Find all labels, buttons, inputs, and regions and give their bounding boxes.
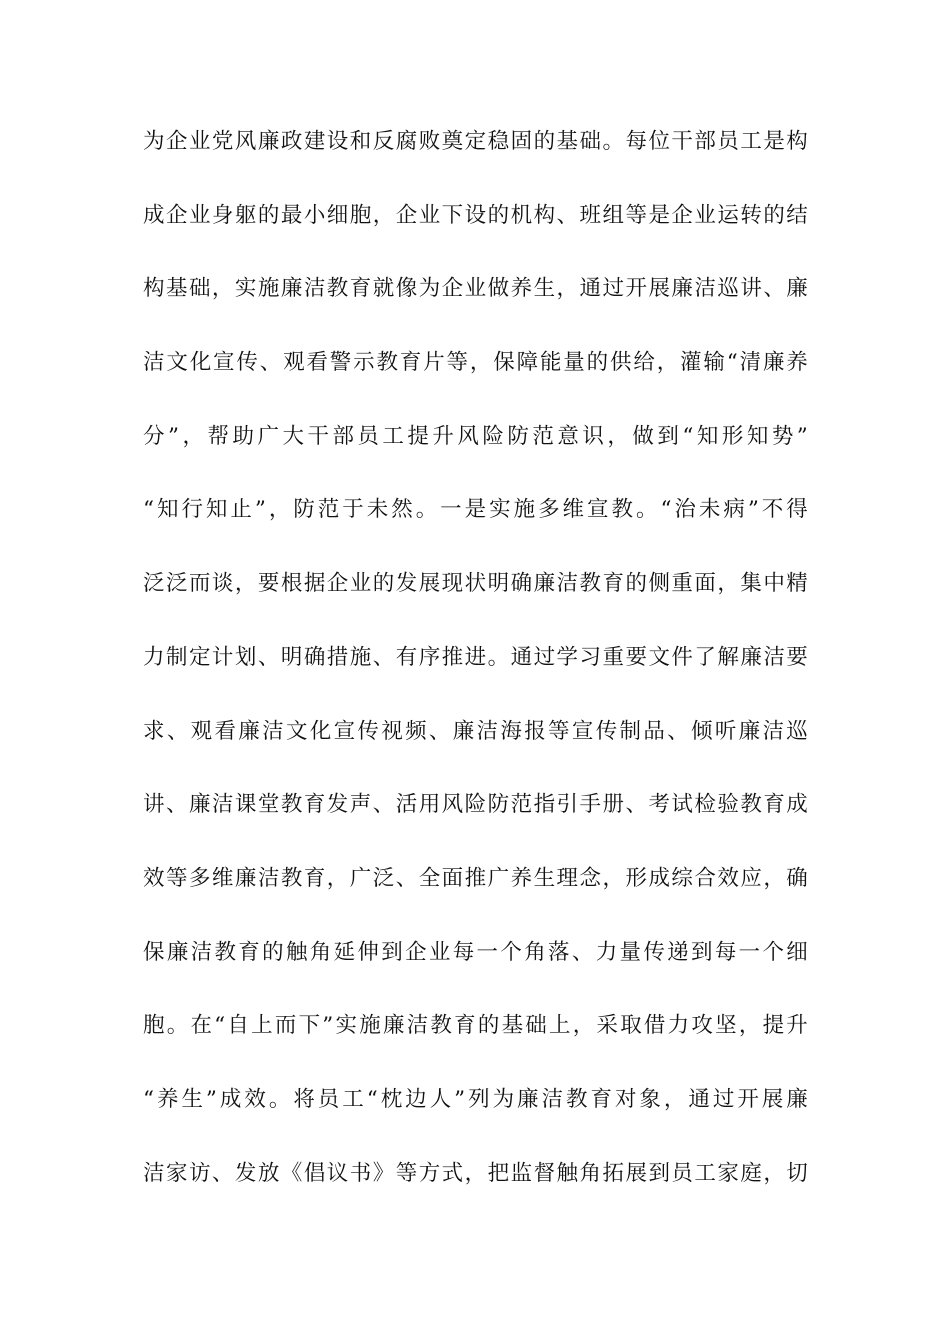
text-line: 洁文化宣传、观看警示教育片等，保障能量的供给，灌输“清廉养 xyxy=(143,350,808,376)
text-line: 为企业党风廉政建设和反腐败奠定稳固的基础。每位干部员工是构 xyxy=(143,129,808,154)
text-line: 讲、廉洁课堂教育发声、活用风险防范指引手册、考试检验教育成 xyxy=(143,792,808,818)
text-line: 分”，帮助广大干部员工提升风险防范意识，做到“知形知势” xyxy=(143,423,808,449)
text-line: 效等多维廉洁教育，广泛、全面推广养生理念，形成综合效应，确 xyxy=(143,865,808,891)
text-line: 泛泛而谈，要根据企业的发展现状明确廉洁教育的侧重面，集中精 xyxy=(143,571,808,597)
text-line: “知行知止”，防范于未然。一是实施多维宣教。“治未病”不得 xyxy=(143,497,808,523)
text-line: 成企业身躯的最小细胞，企业下设的机构、班组等是企业运转的结 xyxy=(143,202,808,228)
text-line: “养生”成效。将员工“枕边人”列为廉洁教育对象，通过开展廉 xyxy=(143,1086,808,1112)
text-line: 构基础，实施廉洁教育就像为企业做养生，通过开展廉洁巡讲、廉 xyxy=(143,276,808,302)
text-line: 求、观看廉洁文化宣传视频、廉洁海报等宣传制品、倾听廉洁巡 xyxy=(143,718,808,744)
text-line: 洁家访、发放《倡议书》等方式，把监督触角拓展到员工家庭，切 xyxy=(143,1160,808,1186)
text-line: 胞。在“自上而下”实施廉洁教育的基础上，采取借力攻坚，提升 xyxy=(143,1013,808,1039)
text-line: 保廉洁教育的触角延伸到企业每一个角落、力量传递到每一个细 xyxy=(143,939,808,965)
body-paragraph xyxy=(143,118,808,1223)
text-line: 力制定计划、明确措施、有序推进。通过学习重要文件了解廉洁要 xyxy=(143,644,808,670)
